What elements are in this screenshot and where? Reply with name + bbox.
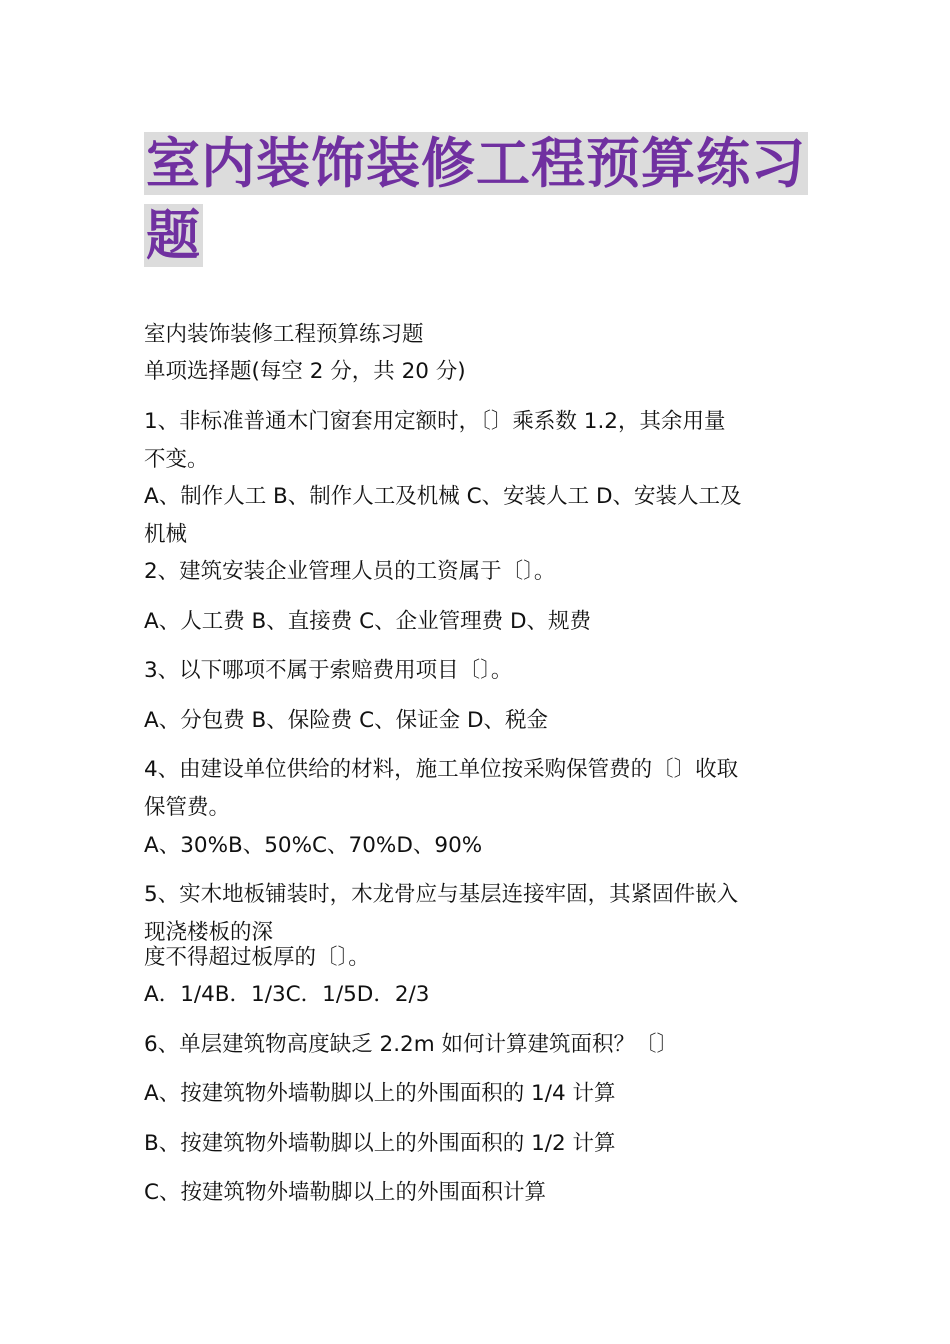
subtitle: 室内装饰装修工程预算练习题 — [144, 322, 424, 347]
question-1-line-2: 不变。 — [144, 447, 209, 472]
question-3: 3、以下哪项不属于索赔费用项目〔〕。 — [144, 658, 513, 683]
question-1-options-line-1: A、制作人工 B、制作人工及机械 C、安装人工 D、安装人工及 — [144, 484, 742, 509]
document-title-text: 室内装饰装修工程预算练习题 — [146, 132, 806, 267]
question-1-options-line-2: 机械 — [144, 522, 188, 547]
question-6-option-c: C、按建筑物外墙勒脚以上的外围面积计算 — [144, 1180, 547, 1205]
question-2: 2、建筑安装企业管理人员的工资属于〔〕。 — [144, 559, 556, 584]
question-6-option-a: A、按建筑物外墙勒脚以上的外围面积的 1/4 计算 — [144, 1081, 616, 1106]
question-5-line-2: 现浇楼板的深 — [144, 920, 274, 945]
question-2-options: A、人工费 B、直接费 C、企业管理费 D、规费 — [144, 609, 592, 634]
question-5-options: A．1/4B．1/3C．1/5D．2/3 — [144, 982, 430, 1007]
document-title — [144, 128, 824, 272]
question-6: 6、单层建筑物高度缺乏 2.2m 如何计算建筑面积？〔〕 — [144, 1032, 678, 1057]
question-1-line-1: 1、非标准普通木门窗套用定额时，〔〕乘系数 1.2，其余用量 — [144, 409, 726, 434]
question-6-option-b: B、按建筑物外墙勒脚以上的外围面积的 1/2 计算 — [144, 1131, 616, 1156]
question-4-line-1: 4、由建设单位供给的材料，施工单位按采购保管费的〔〕收取 — [144, 757, 739, 782]
question-4-options: A、30%B、50%C、70%D、90% — [144, 833, 483, 858]
section-heading: 单项选择题(每空 2 分，共 20 分) — [144, 359, 466, 384]
question-3-options: A、分包费 B、保险费 C、保证金 D、税金 — [144, 708, 549, 733]
question-5-line-3: 度不得超过板厚的〔〕。 — [144, 945, 370, 970]
question-4-line-2: 保管费。 — [144, 795, 231, 820]
question-5-line-1: 5、实木地板铺装时，木龙骨应与基层连接牢固，其紧固件嵌入 — [144, 882, 739, 907]
